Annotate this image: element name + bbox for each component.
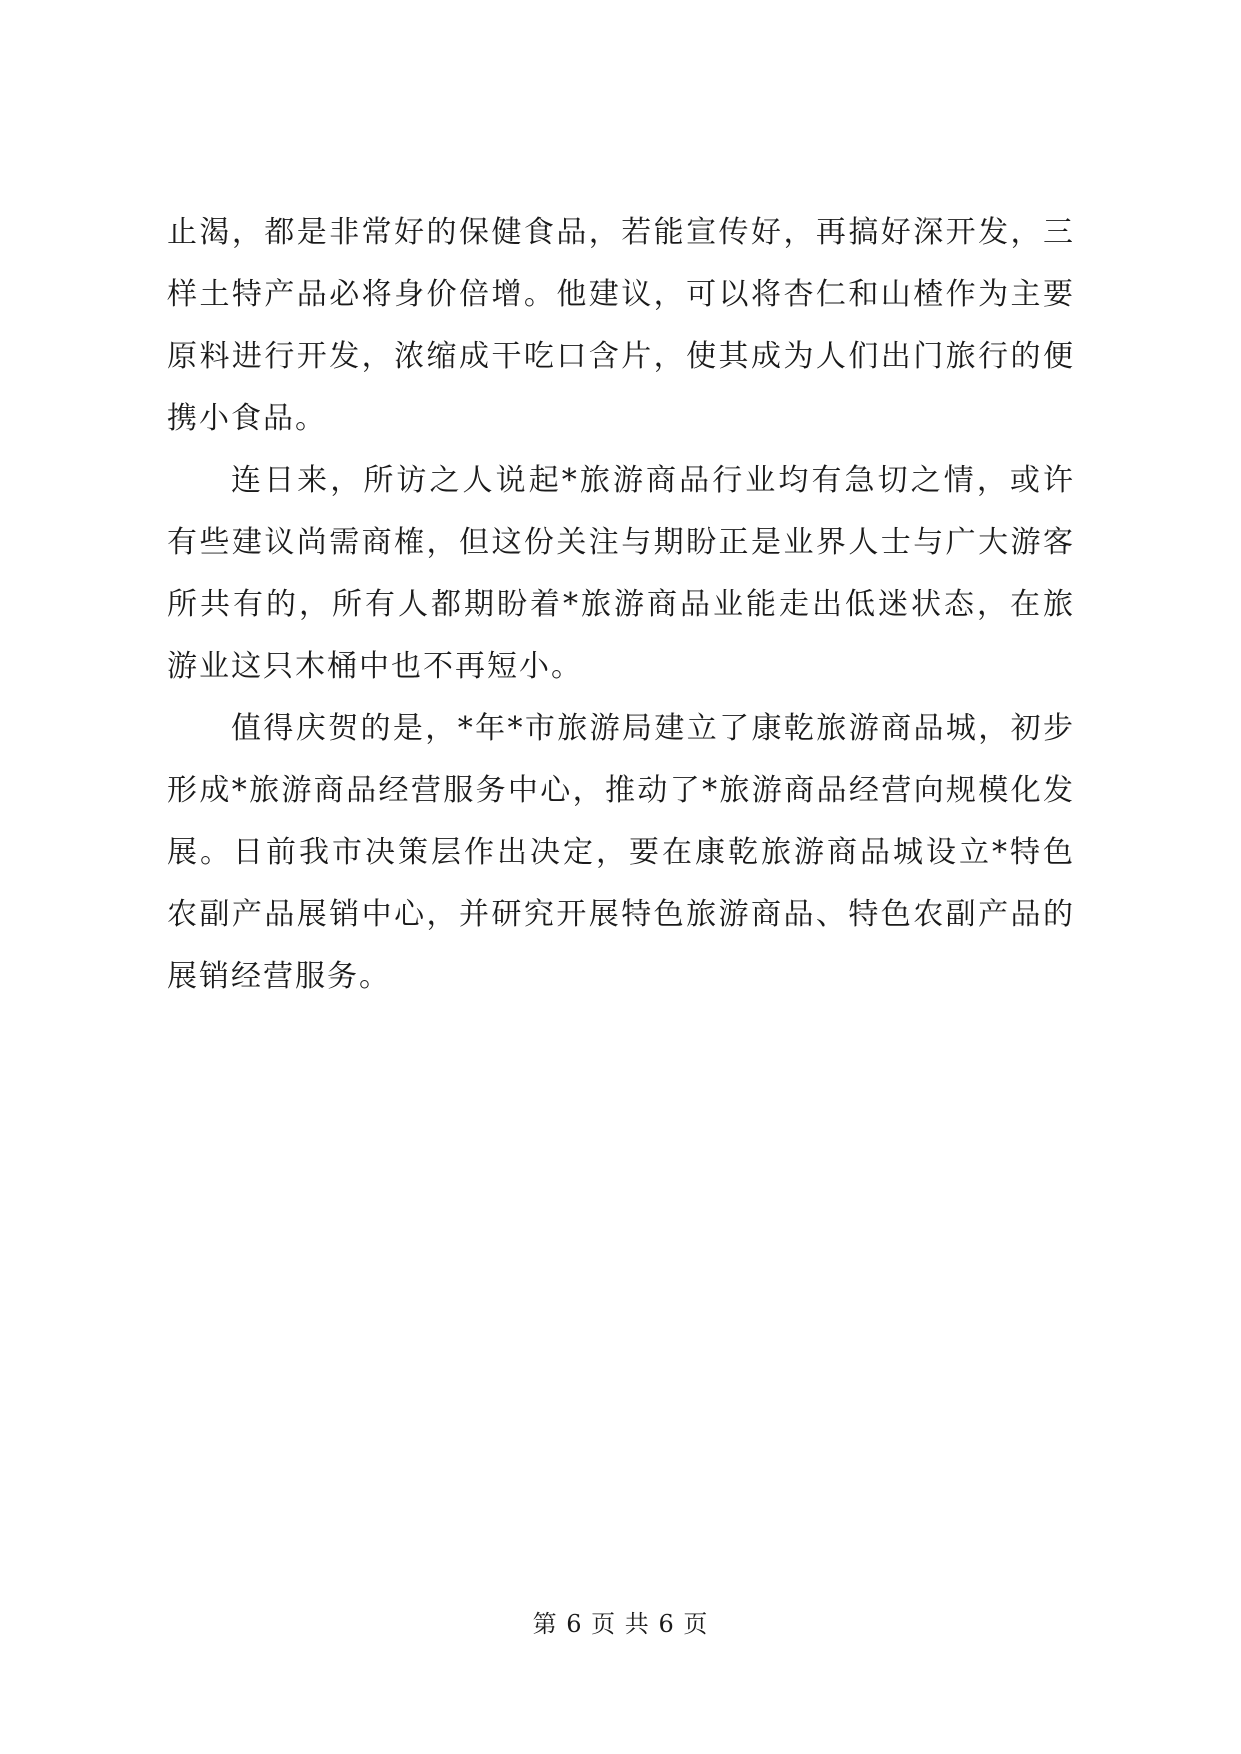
paragraph-3: 值得庆贺的是，*年*市旅游局建立了康乾旅游商品城，初步形成*旅游商品经营服务中心，推动了*旅游商品经营向规模化发展。日前我市决策层作出决定，要在康乾旅游商品城设立*特色农副产品展销中心，并研究开展特色旅游商品、特色农副产品的展销经营服务。 [167, 711, 1075, 994]
paragraph-1: 止渴，都是非常好的保健食品，若能宣传好，再搞好深开发，三样土特产品必将身价倍增。他建议，可以将杏仁和山楂作为主要原料进行开发，浓缩成干吃口含片，使其成为人们出门旅行的便携小食品。 [167, 215, 1075, 436]
paragraph-2: 连日来，所访之人说起*旅游商品行业均有急切之情，或许有些建议尚需商榷，但这份关注与期盼正是业界人士与广大游客所共有的，所有人都期盼着*旅游商品业能走出低迷状态，在旅游业这只木桶中也不再短小。 [167, 463, 1075, 684]
document-body [167, 202, 1075, 1008]
page-number-footer: 第 6 页 共 6 页 [532, 1610, 709, 1638]
